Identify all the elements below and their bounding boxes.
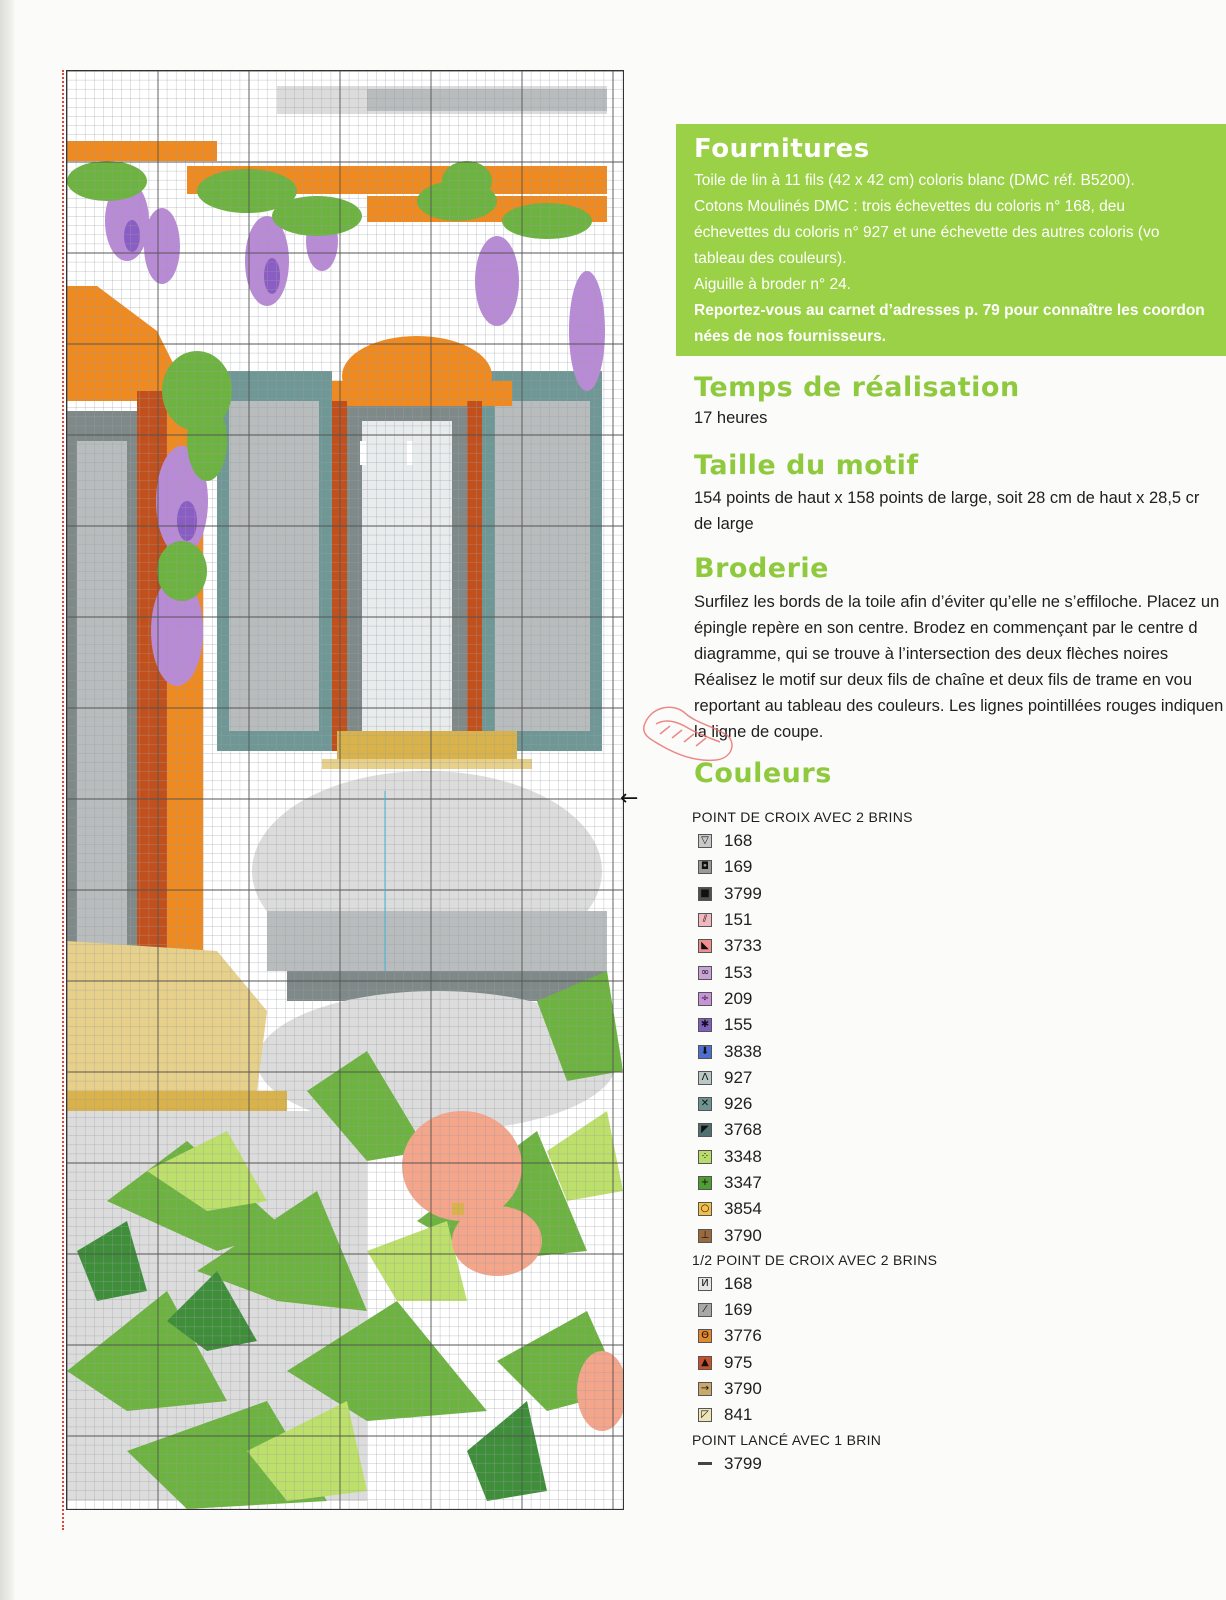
shutter-inner [495, 401, 590, 731]
legend-item [692, 1402, 992, 1428]
window-sill-edge [322, 759, 532, 769]
legend-item [692, 828, 992, 854]
legend-heading: POINT LANCÉ AVEC 1 BRIN [692, 1431, 882, 1448]
legend-item [692, 1222, 992, 1248]
color-code: 3854 [724, 1199, 762, 1219]
step-edge [67, 1091, 287, 1111]
straight-stitch-icon [698, 1462, 712, 1465]
legend-item [692, 1451, 992, 1477]
embroidery-line: diagramme, qui se trouve à l’intersection des deux flèches noires [694, 645, 1169, 663]
color-swatch-icon: ÷ [698, 992, 712, 1006]
window-frame [467, 401, 482, 751]
size-title: Taille du motif [694, 450, 919, 481]
color-code: 209 [724, 988, 753, 1008]
legend-item [692, 1091, 992, 1117]
legend-item [692, 1065, 992, 1091]
color-swatch-icon: → [698, 1382, 712, 1396]
legend-item [692, 1323, 992, 1349]
embroidery-line: reportant au tableau des couleurs. Les lignes pointillées rouges indiquen [694, 697, 1224, 715]
center-arrow-icon: ← [620, 786, 639, 811]
flower-petals [452, 1206, 542, 1276]
color-code: 168 [724, 1273, 753, 1293]
legend-item [692, 1012, 992, 1038]
color-swatch-icon: Λ [698, 1071, 712, 1085]
legend-heading: 1/2 POINT DE CROIX AVEC 2 BRINS [692, 1251, 938, 1268]
color-swatch-icon: ⬇ [698, 1045, 712, 1059]
color-swatch-icon: ◤ [698, 1123, 712, 1137]
leaf-cluster [187, 401, 227, 481]
embroidery-line: la ligne de coupe. [694, 723, 824, 741]
color-swatch-icon: ⊥ [698, 1229, 712, 1243]
wisteria-cluster [569, 271, 605, 391]
leaf-cluster [67, 161, 147, 201]
color-code: 927 [724, 1067, 753, 1087]
color-swatch-icon: ◸ [698, 1408, 712, 1422]
supplies-line: Cotons Moulinés DMC : trois échevettes du coloris n° 168, deu [694, 198, 1125, 215]
color-swatch-icon: ◘ [698, 860, 712, 874]
color-code: 3768 [724, 1120, 762, 1140]
size-text [694, 485, 1224, 537]
roof-strip-dark [367, 89, 607, 111]
color-swatch-icon: ✕ [698, 1097, 712, 1111]
color-swatch-icon: Θ [698, 1329, 712, 1343]
embroidery-line: épingle repère en son centre. Brodez en commençant par le centre d [694, 619, 1198, 637]
color-swatch-icon: ✱ [698, 1018, 712, 1032]
legend-item [692, 1170, 992, 1196]
color-swatch-icon: И [698, 1277, 712, 1291]
color-legend [692, 806, 992, 1477]
color-code: 975 [724, 1352, 753, 1372]
shutter-inner [229, 401, 319, 731]
color-code: 151 [724, 910, 753, 930]
legend-item [692, 1271, 992, 1297]
color-code: 169 [724, 1300, 753, 1320]
legend-item [692, 1350, 992, 1376]
color-swatch-icon: ⫽ [698, 913, 712, 927]
color-swatch-icon: ◣ [698, 939, 712, 953]
color-swatch-icon: ○ [698, 1202, 712, 1216]
legend-item [692, 959, 992, 985]
embroidery-line: Surfilez les bords de la toile afin d’éviter qu’elle ne s’effiloche. Placez un [694, 593, 1220, 611]
color-code: 168 [724, 831, 753, 851]
cut-line [62, 70, 64, 1530]
color-swatch-icon: ⁘ [698, 1150, 712, 1164]
color-swatch-icon: ■ [698, 887, 712, 901]
color-code: 3790 [724, 1225, 762, 1245]
supplies-line-bold: Reportez-vous au carnet d’adresses p. 79 pour connaître les coordon [694, 302, 1205, 319]
supplies-line: échevettes du coloris n° 927 et une échevette des autres coloris (vo [694, 224, 1160, 241]
color-code: 153 [724, 962, 753, 982]
supplies-line-bold: nées de nos fournisseurs. [694, 328, 887, 345]
supplies-line: Toile de lin à 11 fils (42 x 42 cm) coloris blanc (DMC réf. B5200). [694, 172, 1135, 189]
size-line: 154 points de haut x 158 points de large, soit 28 cm de haut x 28,5 cr [694, 489, 1200, 507]
size-line: de large [694, 515, 754, 533]
supplies-line: Aiguille à broder n° 24. [694, 276, 851, 293]
color-code: 3790 [724, 1379, 762, 1399]
legend-item [692, 1117, 992, 1143]
wisteria-cluster [475, 236, 519, 326]
wisteria-dark [264, 258, 280, 294]
legend-item [692, 1297, 992, 1323]
color-code: 3348 [724, 1146, 762, 1166]
embroidery-title: Broderie [694, 553, 829, 584]
legend-item [692, 986, 992, 1012]
color-swatch-icon: ∞ [698, 966, 712, 980]
color-code: 155 [724, 1015, 753, 1035]
legend-item [692, 933, 992, 959]
pattern-svg [67, 71, 623, 1509]
vase-band [267, 911, 607, 971]
supplies-line: tableau des couleurs). [694, 250, 847, 267]
color-code: 3799 [724, 1453, 762, 1473]
cross-stitch-chart [66, 70, 624, 1510]
legend-item [692, 1144, 992, 1170]
time-value: 17 heures [694, 409, 768, 427]
window-glass [362, 421, 452, 741]
supplies-box [676, 124, 1226, 356]
legend-item [692, 1038, 992, 1064]
wisteria-cluster [145, 227, 169, 275]
color-code: 3838 [724, 1041, 762, 1061]
legend-item [692, 1376, 992, 1402]
leaf-cluster [442, 161, 492, 201]
embroidery-text [694, 589, 1224, 745]
window-frame [332, 401, 347, 751]
stamp-icon [636, 696, 742, 766]
legend-item [692, 907, 992, 933]
wisteria-dark [124, 220, 140, 252]
color-swatch-icon: + [698, 1176, 712, 1190]
color-code: 841 [724, 1405, 753, 1425]
color-code: 3347 [724, 1173, 762, 1192]
color-code: 3733 [724, 936, 762, 956]
color-code: 3799 [724, 883, 762, 903]
color-swatch-icon: ▽ [698, 834, 712, 848]
colors-title: Couleurs [694, 758, 832, 789]
color-code: 169 [724, 857, 753, 877]
leaf-cluster [502, 203, 592, 239]
color-code: 3776 [724, 1326, 762, 1346]
time-title: Temps de réalisation [694, 372, 1020, 403]
leaf-cluster [157, 541, 207, 601]
legend-item [692, 854, 992, 880]
flower-center [452, 1203, 464, 1215]
supplies-title: Fournitures [694, 134, 870, 164]
page-gutter-shadow [0, 0, 14, 1600]
color-swatch-icon: ▲ [698, 1356, 712, 1370]
legend-item [692, 1196, 992, 1222]
color-code: 926 [724, 1094, 753, 1114]
embroidery-line: Réalisez le motif sur deux fils de chaîne et deux fils de trame en vou [694, 671, 1193, 689]
legend-item [692, 881, 992, 907]
color-swatch-icon: ⁄ [698, 1303, 712, 1317]
legend-heading: POINT DE CROIX AVEC 2 BRINS [692, 809, 913, 825]
